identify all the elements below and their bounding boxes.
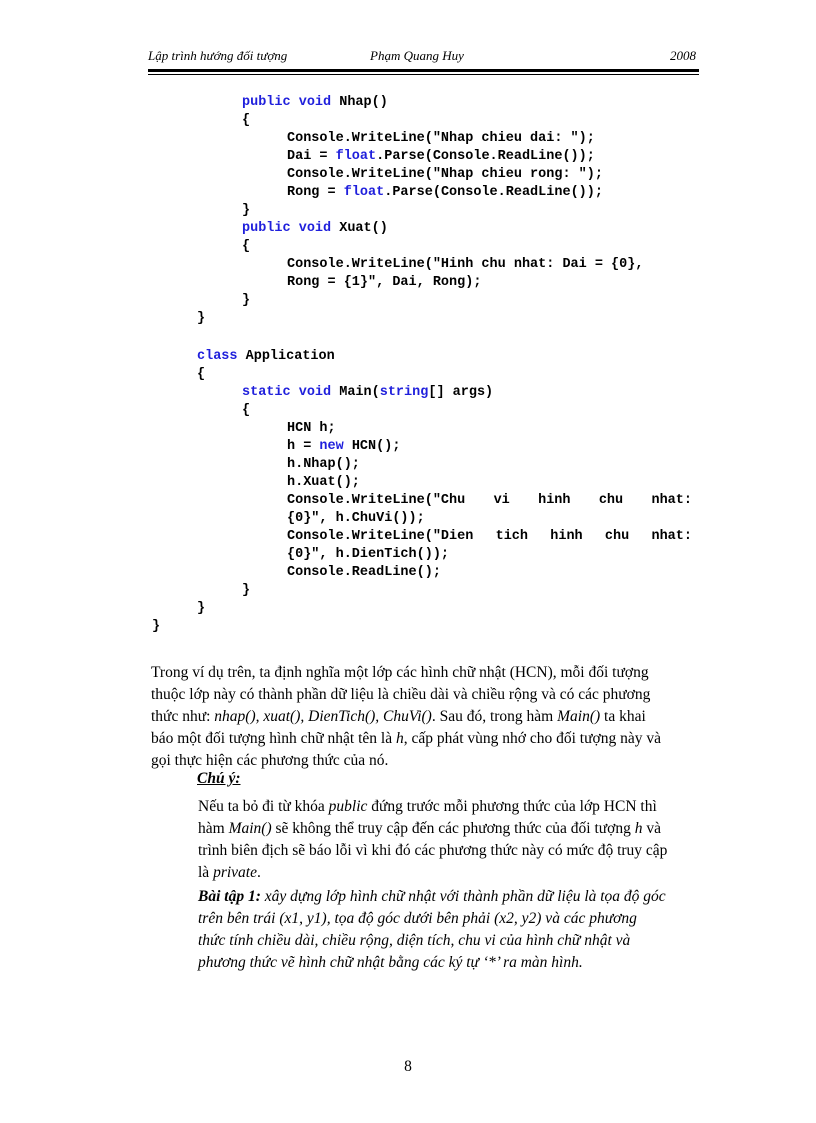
code-line: Rong = {1}", Dai, Rong); bbox=[287, 275, 482, 290]
header-rule-thick bbox=[148, 69, 699, 72]
exercise-paragraph bbox=[198, 886, 692, 974]
code-line: } bbox=[197, 601, 206, 616]
note-paragraph bbox=[198, 796, 692, 884]
page-number: 8 bbox=[404, 1058, 412, 1075]
header-book-title: Lập trình hướng đối tượng bbox=[148, 48, 288, 63]
paragraph-line: báo một đối tượng hình chữ nhật tên là h, cấp phát vùng nhớ cho đối tượng này và bbox=[151, 730, 661, 747]
code-line: Console.ReadLine(); bbox=[287, 565, 441, 580]
code-line: } bbox=[242, 293, 251, 308]
code-line: { bbox=[242, 239, 251, 254]
code-line: class Application bbox=[197, 349, 335, 364]
header-author: Phạm Quang Huy bbox=[370, 48, 464, 63]
exercise-line: thức tính chiều dài, chiều rộng, diện tích, chu vi của hình chữ nhật và bbox=[198, 932, 631, 949]
code-line: { bbox=[242, 113, 251, 128]
code-line: } bbox=[152, 619, 161, 634]
paragraph-line: gọi thực hiện các phương thức của nó. bbox=[151, 752, 389, 769]
code-line: Console.WriteLine("Chu vi hinh chu nhat: bbox=[287, 493, 692, 508]
note-line: Nếu ta bỏ đi từ khóa public đứng trước mỗi phương thức của lớp HCN thì bbox=[198, 798, 657, 815]
code-line: public void Nhap() bbox=[242, 95, 388, 110]
header-rule-thin bbox=[148, 74, 699, 75]
exercise-line: Bài tập 1: xây dựng lớp hình chữ nhật với thành phần dữ liệu là tọa độ góc bbox=[198, 888, 666, 905]
code-line: {0}", h.DienTich()); bbox=[287, 547, 450, 562]
exercise-line: phương thức vẽ hình chữ nhật bằng các ký tự ‘*’ ra màn hình. bbox=[198, 954, 583, 971]
code-line: public void Xuat() bbox=[242, 221, 388, 236]
code-line: Console.WriteLine("Hinh chu nhat: Dai = {0}, bbox=[287, 257, 644, 272]
page-header bbox=[148, 48, 696, 68]
code-line: } bbox=[242, 203, 251, 218]
code-line: h.Xuat(); bbox=[287, 475, 360, 490]
code-line: h = new HCN(); bbox=[287, 439, 401, 454]
code-line: { bbox=[197, 367, 206, 382]
code-line: HCN h; bbox=[287, 421, 336, 436]
paragraph-line: Trong ví dụ trên, ta định nghĩa một lớp các hình chữ nhật (HCN), mỗi đối tượng bbox=[151, 664, 649, 681]
code-line: h.Nhap(); bbox=[287, 457, 360, 472]
code-line: Console.WriteLine("Nhap chieu rong: "); bbox=[287, 167, 603, 182]
code-line: Console.WriteLine("Nhap chieu dai: "); bbox=[287, 131, 595, 146]
note-title: Chú ý: bbox=[197, 770, 241, 787]
code-line: { bbox=[242, 403, 251, 418]
note-line: hàm Main() sẽ không thể truy cập đến các phương thức của đối tượng h và bbox=[198, 820, 661, 837]
paragraph-line: thuộc lớp này có thành phần dữ liệu là chiều dài và chiều rộng và có các phương bbox=[151, 686, 651, 703]
exercise-line: trên bên trái (x1, y1), tọa độ góc dưới bên phải (x2, y2) và các phương bbox=[198, 910, 637, 927]
exercise-label: Bài tập 1: bbox=[198, 888, 261, 905]
code-line: Console.WriteLine("Dien tich hinh chu nhat: bbox=[287, 529, 692, 544]
header-year: 2008 bbox=[670, 48, 696, 63]
paragraph-explanation bbox=[151, 662, 692, 772]
code-line: {0}", h.ChuVi()); bbox=[287, 511, 425, 526]
note-line: trình biên địch sẽ báo lỗi vì khi đó các phương thức này có mức độ truy cập bbox=[198, 842, 668, 859]
code-line: static void Main(string[] args) bbox=[242, 385, 494, 400]
code-line: Rong = float.Parse(Console.ReadLine()); bbox=[287, 185, 603, 200]
code-line: } bbox=[242, 583, 251, 598]
note-line: là private. bbox=[198, 864, 261, 881]
code-line: } bbox=[197, 311, 206, 326]
paragraph-line: thức như: nhap(), xuat(), DienTich(), ChuVi(). Sau đó, trong hàm Main() ta khai bbox=[151, 708, 646, 725]
code-line: Dai = float.Parse(Console.ReadLine()); bbox=[287, 149, 595, 164]
